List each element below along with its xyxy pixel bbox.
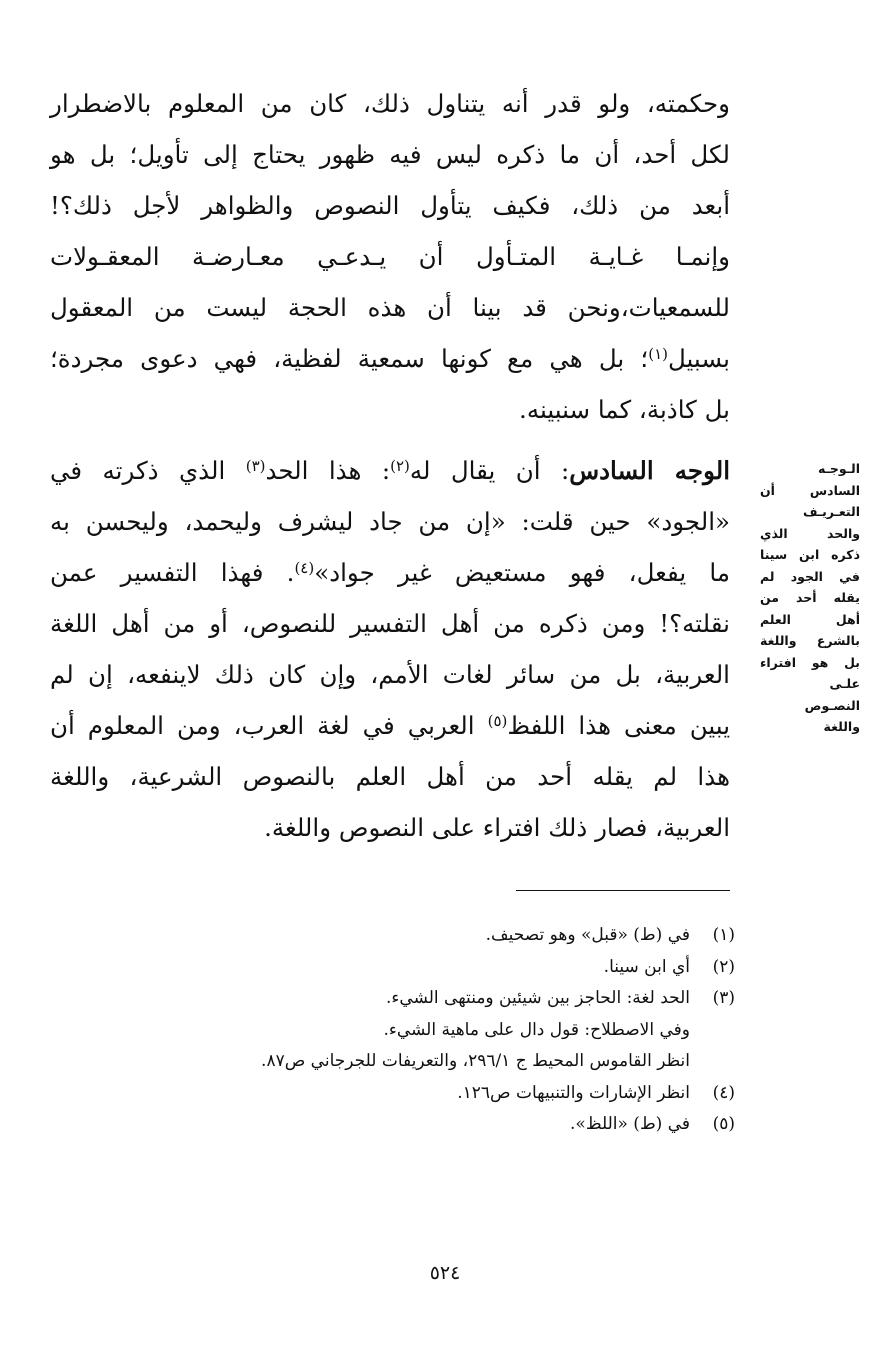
footnote-ref-4: (٤) <box>294 559 315 577</box>
footnote-text: في (ط) «قبل» وهو تصحيف. <box>485 925 690 945</box>
footnote-text: الحد لغة: الحاجز بين شيئين ومنتهى الشيء. <box>386 988 690 1008</box>
margin-note-line: التعـريـف <box>802 504 860 519</box>
footnote-2 <box>150 952 735 984</box>
footnote-text: في (ط) «اللظ». <box>570 1114 690 1134</box>
paragraph-2 <box>50 445 730 853</box>
text-fragment: : هذا الحد <box>265 456 391 485</box>
text-fragment: يبين معنى هذا اللفظ <box>507 711 731 740</box>
footnote-number <box>690 1046 735 1078</box>
footnote-1 <box>150 920 735 952</box>
footnote-3-reference <box>150 1046 735 1078</box>
footnotes <box>150 920 735 1141</box>
footnote-number <box>690 1015 735 1047</box>
footnote-3-continued <box>150 1015 735 1047</box>
text-line: العربية، فصار ذلك افتراء على النصوص واللغة. <box>264 813 730 842</box>
text-line <box>50 700 730 751</box>
text-line: نقلته؟! ومن ذكره من أهل التفسير للنصوص، أو من أهل اللغة <box>50 609 730 638</box>
footnote-number: (٢) <box>712 956 735 977</box>
text-line: «الجود» حين قلت: «إن من جاد ليشرف وليحمد، وليحسن به <box>50 507 730 536</box>
footnote-3 <box>150 983 735 1015</box>
paragraph-gap <box>50 435 730 445</box>
footnote-separator <box>516 890 730 891</box>
text-line <box>50 445 730 496</box>
footnote-text: أي ابن سينا. <box>603 956 690 977</box>
text-line: أبعد من ذلك، فكيف يتأول النصوص والظواهر لأجل ذلك؟! <box>50 191 730 220</box>
footnote-5 <box>150 1109 735 1141</box>
margin-note-line: علـى <box>829 676 860 691</box>
margin-note-line: يقله أحد من <box>760 590 860 605</box>
paragraph-1 <box>50 78 730 435</box>
footnote-text: انظر القاموس المحيط ج ٢٩٦/١، والتعريفات للجرجاني ص٨٧. <box>261 1051 690 1071</box>
margin-note-line: بالشرع واللغة <box>760 633 860 648</box>
text-line <box>50 547 730 598</box>
footnote-4 <box>150 1078 735 1110</box>
footnote-number: (١) <box>712 925 735 945</box>
margin-note-line: ذكره ابن سينا <box>760 547 860 562</box>
text-fragment: الذي ذكرته في <box>50 456 246 485</box>
margin-note-line: الـوجـه <box>818 461 860 476</box>
margin-note-line: بل هو افتراء <box>760 654 860 670</box>
text-line: العربية، بل من سائر لغات الأمم، وإن كان ذلك لاينفعه، إن لم <box>50 660 730 689</box>
footnote-ref-2: (٢) <box>390 457 410 475</box>
text-fragment: ؛ بل هي مع كونها سمعية لفظية، فهي دعوى مجردة؛ <box>50 344 649 373</box>
text-fragment: بسبيل <box>667 344 730 373</box>
section-lead: الوجه السادس <box>569 456 730 485</box>
text-fragment: : أن يقال له <box>409 456 570 485</box>
margin-note <box>760 458 860 738</box>
margin-note-line: السادس أن <box>760 482 860 498</box>
text-line: للسمعيات،ونحن قد بينا أن هذه الحجة ليست من المعقول <box>50 293 730 322</box>
text-line: لكل أحد، أن ما ذكره ليس فيه ظهور يحتاج إلى تأويل؛ بل هو <box>50 140 730 169</box>
margin-note-line: في الجود لم <box>760 568 860 584</box>
margin-note-line: والحد الذي <box>760 525 860 541</box>
footnote-ref-3: (٣) <box>245 457 266 475</box>
text-line: بل كاذبة، كما سنبينه. <box>519 395 730 424</box>
margin-note-line: أهل العلم <box>760 611 860 627</box>
text-line: هذا لم يقله أحد من أهل العلم بالنصوص الشرعية، واللغة <box>50 762 730 791</box>
text-fragment: ما يفعل، فهو مستعيض غير جواد» <box>314 558 730 587</box>
footnote-number: (٤) <box>712 1082 735 1103</box>
main-text <box>50 78 730 853</box>
text-fragment: العربي في لغة العرب، ومن المعلوم أن <box>50 711 488 740</box>
text-line: وحكمته، ولو قدر أنه يتناول ذلك، كان من المعلوم بالاضطرار <box>50 89 730 118</box>
footnote-text: انظر الإشارات والتنبيهات ص١٢٦. <box>457 1082 690 1103</box>
footnote-number: (٣) <box>712 988 735 1008</box>
text-fragment: . فهذا التفسير عمن <box>50 558 295 587</box>
footnote-text: وفي الاصطلاح: قول دال على ماهية الشيء. <box>383 1019 690 1040</box>
text-line: وإنمـا غـايـة المتـأول أن يـدعـي معـارضـة المعقـولات <box>50 242 730 271</box>
page-number: ٥٢٤ <box>429 1262 461 1284</box>
margin-note-line: واللغة <box>823 719 860 734</box>
footnote-number: (٥) <box>712 1114 735 1134</box>
margin-note-line: النصـوص <box>804 697 860 713</box>
footnote-ref-1: (١) <box>648 345 668 363</box>
footnote-ref-5: (٥) <box>487 712 508 730</box>
text-line <box>50 333 730 384</box>
